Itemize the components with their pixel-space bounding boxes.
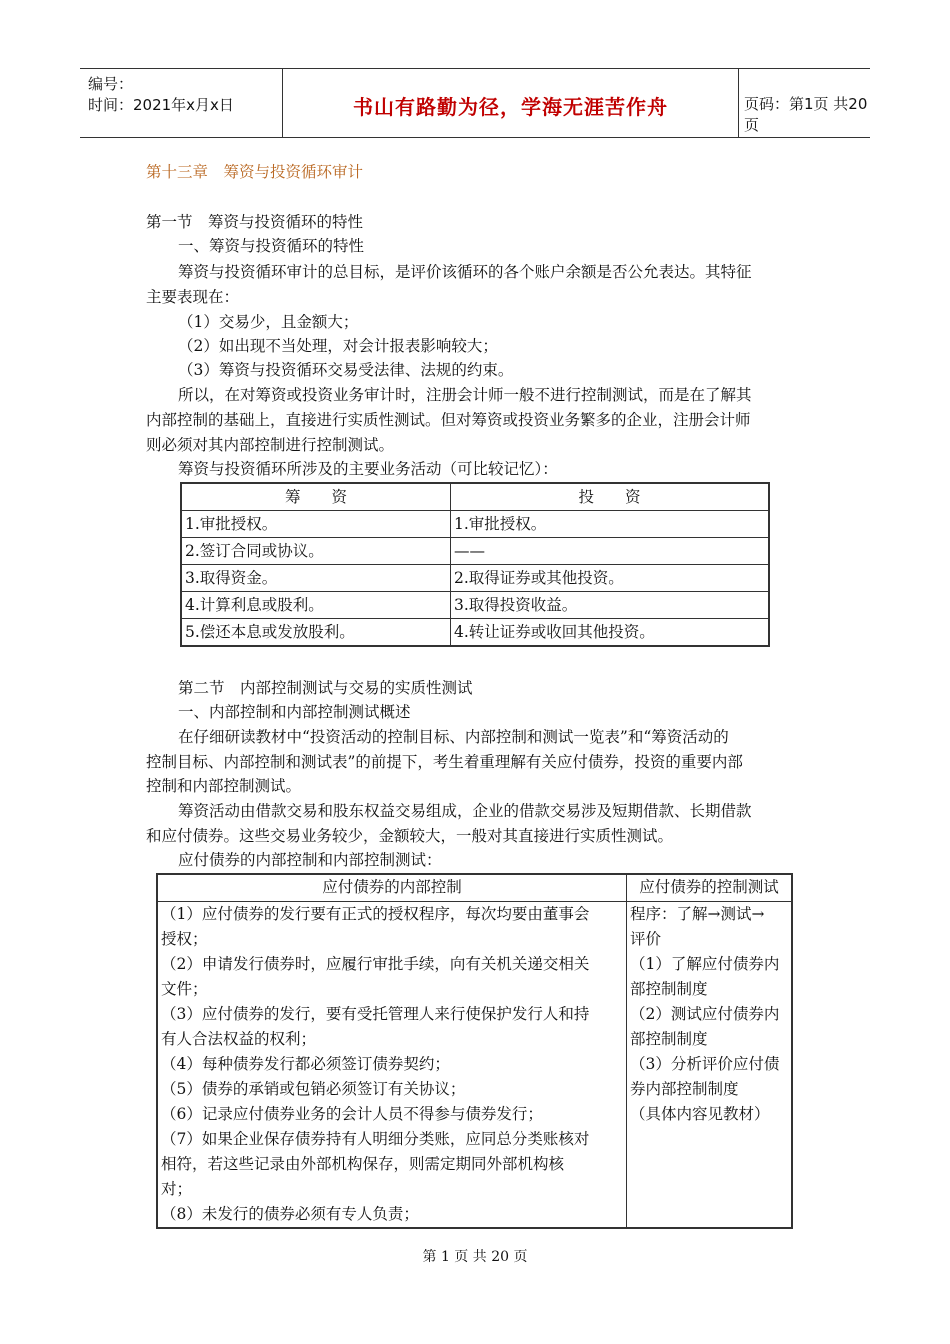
- table-row: [157, 902, 792, 1229]
- table-cell: 2.签订合同或协议。: [181, 538, 451, 565]
- table-header-internal-control: 应付债券的内部控制: [157, 874, 627, 902]
- table-row: [181, 565, 769, 592]
- section2-para1-line3: 控制和内部控制测试。: [146, 777, 302, 795]
- test-line: 部控制制度: [630, 980, 708, 998]
- table-row: [181, 538, 769, 565]
- table-cell: 2.取得证券或其他投资。: [451, 565, 770, 592]
- table-header-control-test: 应付债券的控制测试: [627, 874, 793, 902]
- section1-para1-line2: 主要表现在：: [146, 288, 240, 306]
- test-line: （2）测试应付债券内: [630, 1005, 780, 1023]
- table-cell: 5.偿还本息或发放股利。: [181, 619, 451, 647]
- table-cell: ——: [451, 538, 770, 565]
- section1-item-1: （1）交易少，且金额大；: [178, 313, 359, 331]
- table-row: [181, 592, 769, 619]
- chapter-title: 第十三章 筹资与投资循环审计: [146, 163, 364, 181]
- section1-para3: 筹资与投资循环所涉及的主要业务活动（可比较记忆）：: [178, 460, 558, 478]
- table-cell: 4.计算利息或股利。: [181, 592, 451, 619]
- table-cell: 1.审批授权。: [181, 511, 451, 538]
- bonds-control-table: [156, 873, 793, 1229]
- section1-para2-line2: 内部控制的基础上，直接进行实质性测试。但对筹资或投资业务繁多的企业，注册会计师: [146, 411, 751, 429]
- page-footer: 第 1 页 共 20 页: [422, 1249, 528, 1265]
- control-line: （7）如果企业保存债券持有人明细分类账，应同总分类账核对: [161, 1130, 590, 1148]
- table-cell: 4.转让证券或收回其他投资。: [451, 619, 770, 647]
- control-line: 有人合法权益的权利；: [161, 1030, 317, 1048]
- test-line: 部控制制度: [630, 1030, 708, 1048]
- section1-subtitle: 一、筹资与投资循环的特性: [178, 237, 365, 255]
- control-line: （1）应付债券的发行要有正式的授权程序，每次均要由董事会: [161, 905, 590, 923]
- control-line: （8）未发行的债券必须有专人负责；: [161, 1205, 419, 1223]
- header-number-label: 编号：: [88, 75, 134, 93]
- section2-title: 第二节 内部控制测试与交易的实质性测试: [178, 679, 473, 697]
- section2-para2-line2: 和应付债券。这些交易业务较少，金额较大，一般对其直接进行实质性测试。: [146, 827, 674, 845]
- control-line: 授权；: [161, 930, 208, 948]
- section1-title: 第一节 筹资与投资循环的特性: [146, 213, 364, 231]
- control-line: （2）申请发行债券时，应履行审批手续，向有关机关递交相关: [161, 955, 590, 973]
- test-line: 券内部控制制度: [630, 1080, 739, 1098]
- test-line: （3）分析评价应付债: [630, 1055, 780, 1073]
- test-line: 程序：了解→测试→: [630, 905, 765, 923]
- section1-item-2: （2）如出现不当处理，对会计报表影响较大；: [178, 337, 498, 355]
- section2-para3: 应付债券的内部控制和内部控制测试：: [178, 851, 442, 869]
- test-line: 评价: [630, 930, 662, 948]
- test-line: （具体内容见教材）: [630, 1105, 770, 1123]
- header-page-info: 页码：第1页 共20页: [744, 95, 868, 134]
- header-meta: [80, 69, 282, 137]
- section2-para2-line1: 筹资活动由借款交易和股东权益交易组成，企业的借款交易涉及短期借款、长期借款: [178, 802, 752, 820]
- internal-control-cell: [157, 902, 627, 1229]
- section2-para1-line1: 在仔细研读教材中“投资活动的控制目标、内部控制和测试一览表”和“筹资活动的: [178, 728, 729, 746]
- test-line: （1）了解应付债券内: [630, 955, 780, 973]
- control-test-cell: [627, 902, 793, 1229]
- control-line: 对；: [161, 1180, 193, 1198]
- table-cell: 1.审批授权。: [451, 511, 770, 538]
- control-line: （6）记录应付债券业务的会计人员不得参与债券发行；: [161, 1105, 543, 1123]
- control-line: （5）债券的承销或包销必须签订有关协议；: [161, 1080, 466, 1098]
- control-line: 文件；: [161, 980, 208, 998]
- section1-para2-line3: 则必须对其内部控制进行控制测试。: [146, 436, 395, 454]
- header-page-cell: [738, 69, 870, 137]
- page-header: [80, 68, 870, 138]
- table-header-row: [157, 874, 792, 902]
- section1-para2-line1: 所以，在对筹资或投资业务审计时，注册会计师一般不进行控制测试，而是在了解其: [178, 386, 752, 404]
- control-line: （4）每种债券发行都必须签订债券契约；: [161, 1055, 450, 1073]
- table-row: [181, 511, 769, 538]
- header-motto-cell: [282, 69, 739, 137]
- table-cell: 3.取得资金。: [181, 565, 451, 592]
- section2-para1-line2: 控制目标、内部控制和测试表”的前提下，考生着重理解有关应付债券，投资的重要内部: [146, 753, 743, 771]
- control-line: （3）应付债券的发行，要有受托管理人来行使保护发行人和持: [161, 1005, 590, 1023]
- header-motto: 书山有路勤为径，学海无涯苦作舟: [353, 95, 668, 119]
- section2-subtitle: 一、内部控制和内部控制测试概述: [178, 703, 411, 721]
- header-time: 时间：2021年x月x日: [88, 96, 234, 114]
- activities-table: [180, 482, 770, 647]
- table-header-investing: 投 资: [451, 483, 770, 511]
- table-header-row: [181, 483, 769, 511]
- table-header-financing: 筹 资: [181, 483, 451, 511]
- section1-item-3: （3）筹资与投资循环交易受法律、法规的约束。: [178, 361, 514, 379]
- section1-para1-line1: 筹资与投资循环审计的总目标，是评价该循环的各个账户余额是否公允表达。其特征: [178, 263, 752, 281]
- table-cell: 3.取得投资收益。: [451, 592, 770, 619]
- control-line: 相符，若这些记录由外部机构保存，则需定期同外部机构核: [161, 1155, 565, 1173]
- table-row: [181, 619, 769, 647]
